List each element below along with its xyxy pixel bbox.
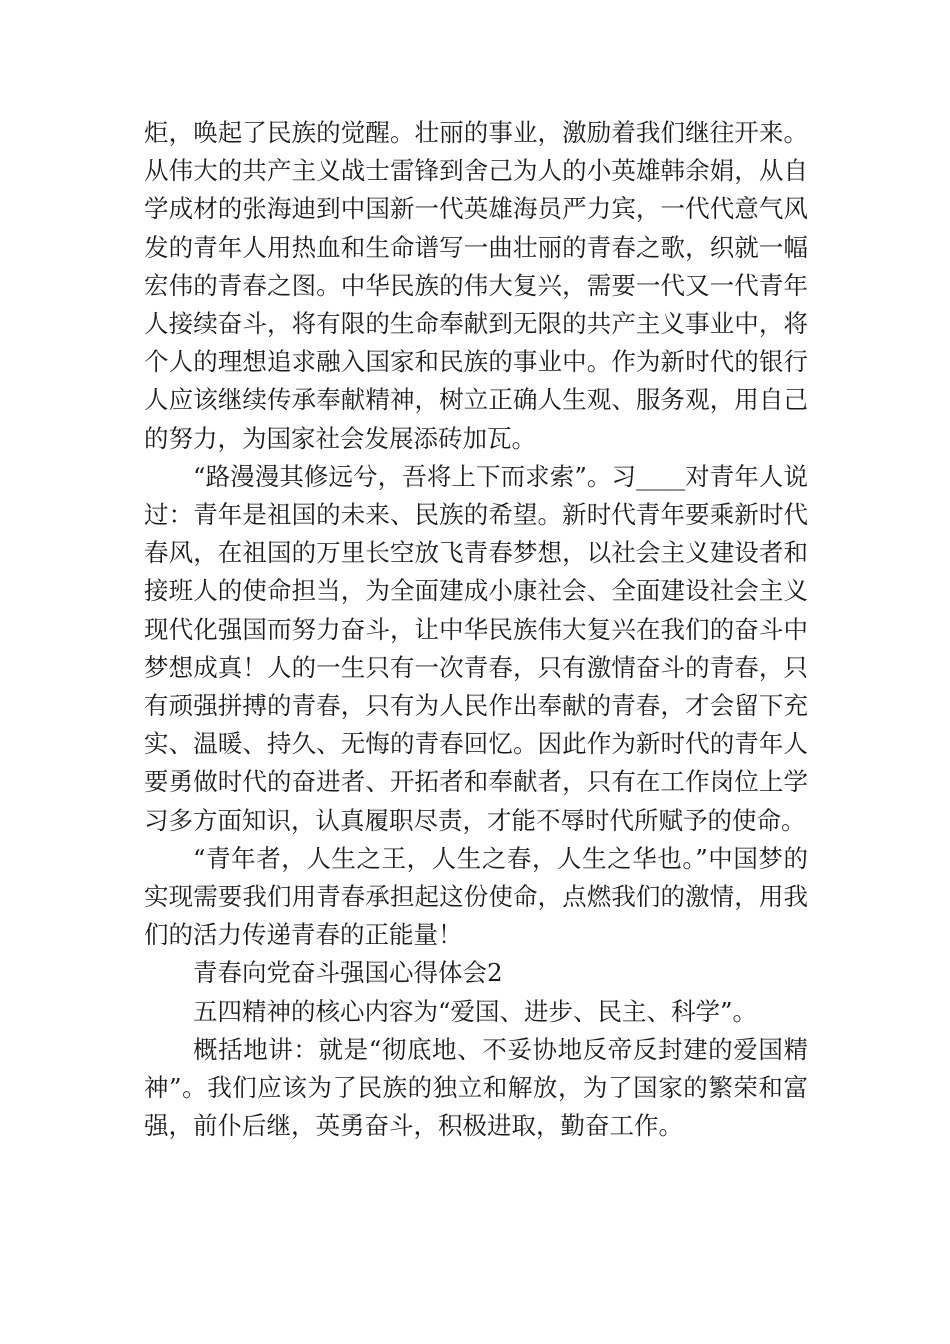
paragraph-2: “路漫漫其修远兮，吾将上下而求索”。习____对青年人说过：青年是祖国的未来、民族的希望。新时代青年要乘新时代春风，在祖国的万里长空放飞青春梦想，以社会主义建设者和接班人的使命担当，为全面建成小康社会、全面建设社会主义现代化强国而努力奋斗，让中华民族伟大复兴在我们的奋斗中梦想成真！人的一生只有一次青春，只有激情奋斗的青春，只有顽强拼搏的青春，只有为人民作出奉献的青春，才会留下充实、温暖、持久、无悔的青春回忆。因此作为新时代的青年人要勇做时代的奋进者、开拓者和奉献者，只有在工作岗位上学习多方面知识，认真履职尽责，才能不辱时代所赋予的使命。 (144, 461, 808, 835)
paragraph-4: 五四精神的核心内容为“爱国、进步、民主、科学”。 (193, 996, 758, 1026)
section-heading: 青春向党奋斗强国心得体会2 (193, 958, 503, 988)
paragraph-1: 炬，唤起了民族的觉醒。壮丽的事业，激励着我们继往开来。从伟大的共产主义战士雷锋到舍己为人的小英雄韩余娟，从自学成材的张海迪到中国新一代英雄海员严力宾，一代代意气风发的青年人用热血和生命谱写一曲壮丽的青春之歌，织就一幅宏伟的青春之图。中华民族的伟大复兴，需要一代又一代青年人接续奋斗，将有限的生命奉献到无限的共产主义事业中，将个人的理想追求融入国家和民族的事业中。作为新时代的银行人应该继续传承奉献精神，树立正确人生观、服务观，用自己的努力，为国家社会发展添砖加瓦。 (144, 118, 808, 453)
paragraph-3: “青年者，人生之王，人生之春，人生之华也。”中国梦的实现需要我们用青春承担起这份使命，点燃我们的激情，用我们的活力传递青春的正能量！ (144, 843, 808, 950)
paragraph-5: 概括地讲：就是“彻底地、不妥协地反帝反封建的爱国精神”。我们应该为了民族的独立和解放，为了国家的繁荣和富强，前仆后继，英勇奋斗，积极进取，勤奋工作。 (144, 1034, 808, 1141)
document-body (144, 114, 808, 1145)
